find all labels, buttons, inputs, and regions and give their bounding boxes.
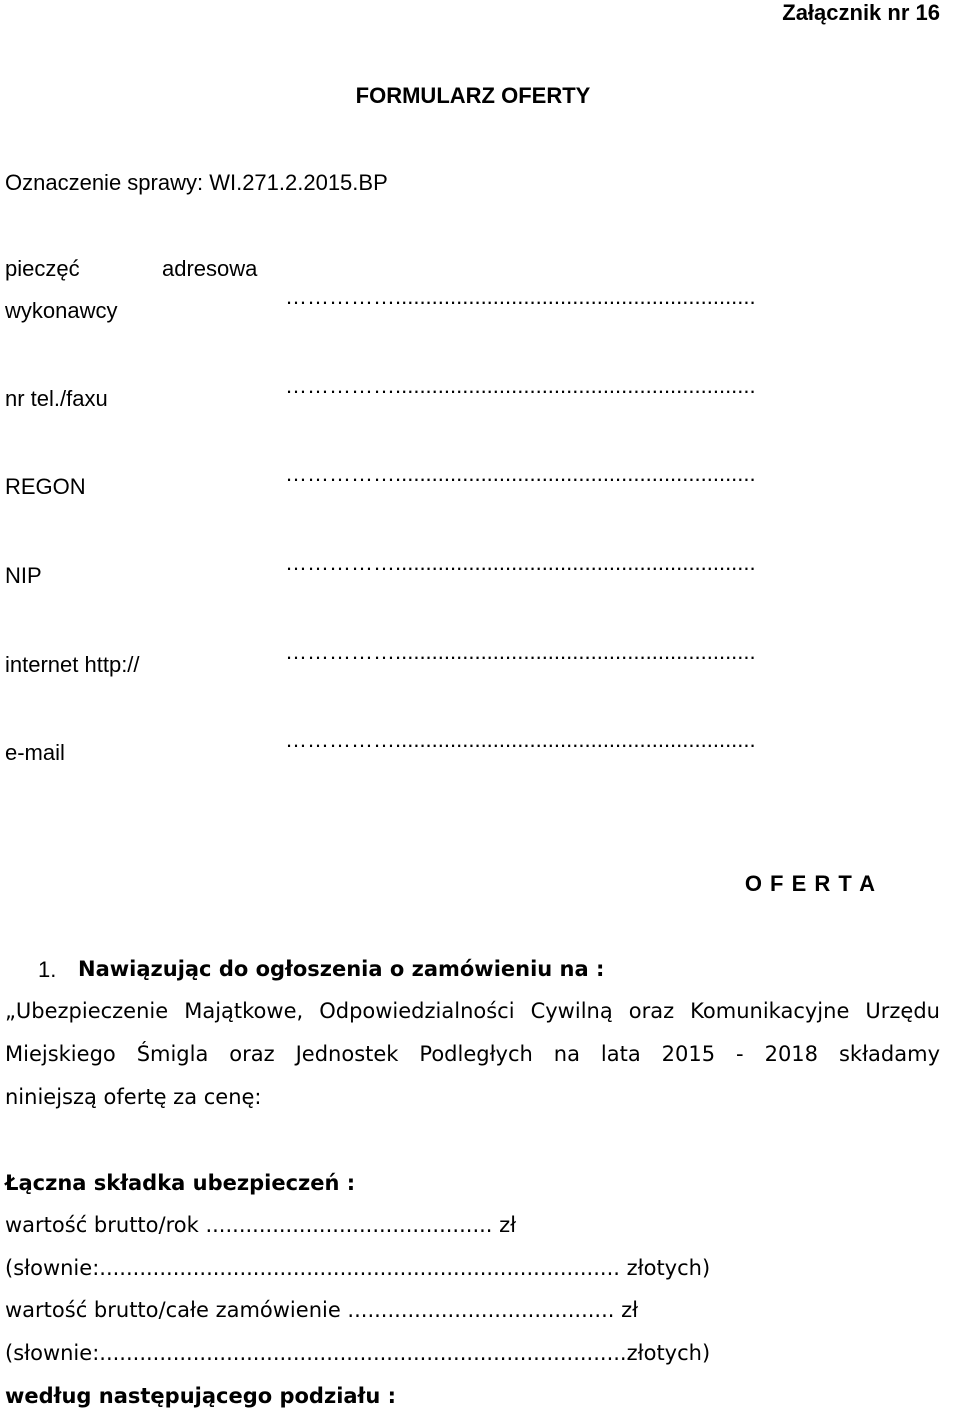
breakdown-heading: według następującego podziału : bbox=[5, 1384, 397, 1408]
paragraph-line: Miejskiego Śmigla oraz Jednostek Podległych na lata 2015 - 2018 składamy bbox=[5, 1042, 940, 1066]
stamp-label-word-1: pieczęć bbox=[5, 256, 80, 281]
offer-paragraph bbox=[5, 990, 940, 1119]
gross-annual-words-line[interactable]: (słownie:.............................................................................. złotych) bbox=[5, 1256, 711, 1280]
email-label: e-mail bbox=[5, 740, 65, 765]
stamp-label-word-2: adresowa bbox=[162, 256, 258, 281]
gross-total-line[interactable]: wartość brutto/całe zamówienie ........................................ zł bbox=[5, 1298, 639, 1322]
premium-heading: Łączna składka ubezpieczeń : bbox=[5, 1171, 356, 1195]
paragraph-line: niniejszą ofertę za cenę: bbox=[5, 1085, 262, 1109]
phone-fax-fill-line[interactable]: ……………........................................................... bbox=[285, 373, 756, 398]
annex-number: Załącznik nr 16 bbox=[782, 0, 940, 25]
nip-label: NIP bbox=[5, 563, 42, 588]
phone-fax-label: nr tel./faxu bbox=[5, 386, 108, 411]
internet-label: internet http:// bbox=[5, 652, 140, 677]
stamp-label-word-3: wykonawcy bbox=[5, 298, 118, 323]
gross-annual-line[interactable]: wartość brutto/rok ........................................... zł bbox=[5, 1213, 517, 1237]
form-title: FORMULARZ OFERTY bbox=[355, 83, 591, 108]
regon-fill-line[interactable]: ……………........................................................... bbox=[285, 461, 756, 486]
point-number: 1. bbox=[38, 957, 57, 982]
offer-title: O F E R T A bbox=[744, 871, 876, 896]
paragraph-line: „Ubezpieczenie Majątkowe, Odpowiedzialności Cywilną oraz Komunikacyjne Urzędu bbox=[5, 999, 940, 1023]
stamp-fill-line[interactable]: ……………........................................................... bbox=[285, 284, 756, 309]
regon-label: REGON bbox=[5, 474, 86, 499]
email-fill-line[interactable]: ……………........................................................... bbox=[285, 727, 756, 752]
internet-fill-line[interactable]: ……………........................................................... bbox=[285, 639, 756, 664]
nip-fill-line[interactable]: ……………........................................................... bbox=[285, 550, 756, 575]
case-reference: Oznaczenie sprawy: WI.271.2.2015.BP bbox=[5, 170, 388, 195]
gross-total-words-line[interactable]: (słownie:...............................................................................złotych) bbox=[5, 1341, 711, 1365]
point-heading: Nawiązując do ogłoszenia o zamówieniu na : bbox=[78, 957, 605, 981]
